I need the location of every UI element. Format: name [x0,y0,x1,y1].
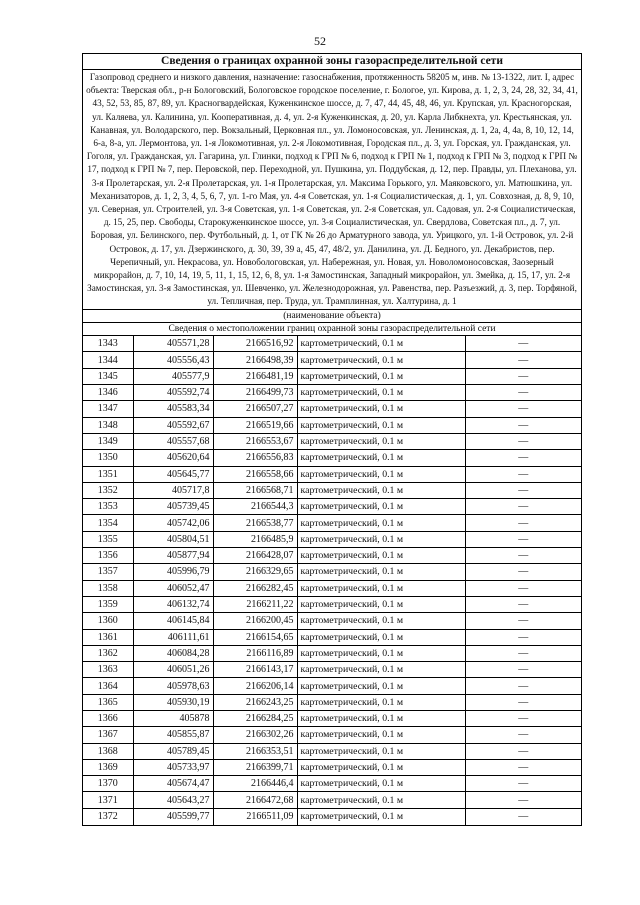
description-cell: — [465,808,581,824]
table-row [83,450,581,466]
x-coordinate-cell: 405592,74 [133,385,213,401]
method-cell: картометрический, 0.1 м [297,694,465,710]
y-coordinate-cell: 2166211,22 [213,596,297,612]
description-cell: — [465,515,581,531]
method-cell: картометрический, 0.1 м [297,678,465,694]
x-coordinate-cell: 405577,9 [133,368,213,384]
table-row [83,466,581,482]
point-number-cell: 1369 [83,759,133,775]
table-row [83,531,581,547]
method-cell: картометрический, 0.1 м [297,613,465,629]
method-cell: картометрический, 0.1 м [297,385,465,401]
description-cell: — [465,433,581,449]
table-row [83,710,581,726]
table-row [83,482,581,498]
table-row [83,385,581,401]
x-coordinate-cell: 405674,47 [133,776,213,792]
x-coordinate-cell: 405592,67 [133,417,213,433]
y-coordinate-cell: 2166472,68 [213,792,297,808]
method-cell: картометрический, 0.1 м [297,417,465,433]
table-row [83,776,581,792]
point-number-cell: 1347 [83,401,133,417]
y-coordinate-cell: 2166498,39 [213,352,297,368]
y-coordinate-cell: 2166399,71 [213,759,297,775]
y-coordinate-cell: 2166282,45 [213,580,297,596]
point-number-cell: 1361 [83,629,133,645]
point-number-cell: 1357 [83,564,133,580]
point-number-cell: 1365 [83,694,133,710]
x-coordinate-cell: 406051,26 [133,662,213,678]
y-coordinate-cell: 2166511,09 [213,808,297,824]
y-coordinate-cell: 2166538,77 [213,515,297,531]
document-title: Сведения о границах охранной зоны газораспределительной сети [83,54,581,70]
point-number-cell: 1370 [83,776,133,792]
method-cell: картометрический, 0.1 м [297,531,465,547]
y-coordinate-cell: 2166558,66 [213,466,297,482]
x-coordinate-cell: 405599,77 [133,808,213,824]
table-row [83,433,581,449]
point-number-cell: 1367 [83,727,133,743]
table-row [83,515,581,531]
table-row [83,613,581,629]
method-cell: картометрический, 0.1 м [297,727,465,743]
description-cell: — [465,482,581,498]
x-coordinate-cell: 405733,97 [133,759,213,775]
description-cell: — [465,743,581,759]
description-cell: — [465,531,581,547]
method-cell: картометрический, 0.1 м [297,352,465,368]
y-coordinate-cell: 2166516,92 [213,336,297,352]
method-cell: картометрический, 0.1 м [297,792,465,808]
y-coordinate-cell: 2166544,3 [213,499,297,515]
point-number-cell: 1363 [83,662,133,678]
point-number-cell: 1349 [83,433,133,449]
point-number-cell: 1359 [83,596,133,612]
coordinates-table-body [83,336,581,825]
point-number-cell: 1354 [83,515,133,531]
table-row [83,743,581,759]
description-cell: — [465,678,581,694]
description-cell: — [465,417,581,433]
table-row [83,352,581,368]
method-cell: картометрический, 0.1 м [297,776,465,792]
x-coordinate-cell: 405789,45 [133,743,213,759]
x-coordinate-cell: 406111,61 [133,629,213,645]
table-row [83,808,581,824]
point-number-cell: 1360 [83,613,133,629]
point-number-cell: 1352 [83,482,133,498]
method-cell: картометрический, 0.1 м [297,743,465,759]
x-coordinate-cell: 405645,77 [133,466,213,482]
method-cell: картометрический, 0.1 м [297,515,465,531]
table-row [83,662,581,678]
y-coordinate-cell: 2166154,65 [213,629,297,645]
description-cell: — [465,368,581,384]
description-cell: — [465,645,581,661]
x-coordinate-cell: 405557,68 [133,433,213,449]
description-cell: — [465,596,581,612]
y-coordinate-cell: 2166485,9 [213,531,297,547]
description-cell: — [465,336,581,352]
method-cell: картометрический, 0.1 м [297,580,465,596]
point-number-cell: 1362 [83,645,133,661]
table-row [83,759,581,775]
description-cell: — [465,352,581,368]
coordinates-table [83,336,581,825]
description-cell: — [465,629,581,645]
y-coordinate-cell: 2166553,67 [213,433,297,449]
x-coordinate-cell: 406084,28 [133,645,213,661]
method-cell: картометрический, 0.1 м [297,759,465,775]
method-cell: картометрический, 0.1 м [297,710,465,726]
x-coordinate-cell: 405996,79 [133,564,213,580]
x-coordinate-cell: 406052,47 [133,580,213,596]
boundary-sheet [82,53,582,826]
method-cell: картометрический, 0.1 м [297,548,465,564]
method-cell: картометрический, 0.1 м [297,662,465,678]
description-cell: — [465,613,581,629]
table-row [83,417,581,433]
y-coordinate-cell: 2166284,25 [213,710,297,726]
table-row [83,727,581,743]
table-row [83,792,581,808]
x-coordinate-cell: 406132,74 [133,596,213,612]
y-coordinate-cell: 2166507,27 [213,401,297,417]
description-cell: — [465,385,581,401]
x-coordinate-cell: 405556,43 [133,352,213,368]
description-cell: — [465,580,581,596]
y-coordinate-cell: 2166519,66 [213,417,297,433]
point-number-cell: 1355 [83,531,133,547]
y-coordinate-cell: 2166143,17 [213,662,297,678]
y-coordinate-cell: 2166446,4 [213,776,297,792]
x-coordinate-cell: 405804,51 [133,531,213,547]
object-name-caption: (наименование объекта) [83,310,581,323]
x-coordinate-cell: 405878 [133,710,213,726]
x-coordinate-cell: 405930,19 [133,694,213,710]
point-number-cell: 1366 [83,710,133,726]
x-coordinate-cell: 405583,34 [133,401,213,417]
method-cell: картометрический, 0.1 м [297,433,465,449]
point-number-cell: 1343 [83,336,133,352]
page-number: 52 [314,34,326,48]
table-row [83,548,581,564]
method-cell: картометрический, 0.1 м [297,401,465,417]
table-row [83,401,581,417]
method-cell: картометрический, 0.1 м [297,482,465,498]
y-coordinate-cell: 2166428,07 [213,548,297,564]
description-cell: — [465,401,581,417]
point-number-cell: 1358 [83,580,133,596]
y-coordinate-cell: 2166499,73 [213,385,297,401]
method-cell: картометрический, 0.1 м [297,596,465,612]
description-cell: — [465,792,581,808]
method-cell: картометрический, 0.1 м [297,564,465,580]
description-cell: — [465,727,581,743]
method-cell: картометрический, 0.1 м [297,450,465,466]
point-number-cell: 1364 [83,678,133,694]
y-coordinate-cell: 2166329,65 [213,564,297,580]
x-coordinate-cell: 405643,27 [133,792,213,808]
location-caption: Сведения о местоположении границ охранной зоны газораспределительной сети [83,323,581,336]
table-row [83,499,581,515]
x-coordinate-cell: 405978,63 [133,678,213,694]
y-coordinate-cell: 2166206,14 [213,678,297,694]
table-row [83,336,581,352]
x-coordinate-cell: 405620,64 [133,450,213,466]
table-row [83,580,581,596]
point-number-cell: 1371 [83,792,133,808]
point-number-cell: 1372 [83,808,133,824]
point-number-cell: 1344 [83,352,133,368]
method-cell: картометрический, 0.1 м [297,336,465,352]
y-coordinate-cell: 2166302,26 [213,727,297,743]
method-cell: картометрический, 0.1 м [297,808,465,824]
table-row [83,564,581,580]
description-cell: — [465,499,581,515]
y-coordinate-cell: 2166200,45 [213,613,297,629]
point-number-cell: 1351 [83,466,133,482]
x-coordinate-cell: 405717,8 [133,482,213,498]
description-cell: — [465,694,581,710]
method-cell: картометрический, 0.1 м [297,466,465,482]
description-cell: — [465,776,581,792]
table-row [83,678,581,694]
table-row [83,596,581,612]
description-cell: — [465,662,581,678]
description-cell: — [465,450,581,466]
method-cell: картометрический, 0.1 м [297,368,465,384]
point-number-cell: 1350 [83,450,133,466]
y-coordinate-cell: 2166116,89 [213,645,297,661]
description-cell: — [465,564,581,580]
table-row [83,645,581,661]
x-coordinate-cell: 405739,45 [133,499,213,515]
method-cell: картометрический, 0.1 м [297,629,465,645]
table-row [83,694,581,710]
y-coordinate-cell: 2166243,25 [213,694,297,710]
y-coordinate-cell: 2166568,71 [213,482,297,498]
description-cell: — [465,710,581,726]
method-cell: картометрический, 0.1 м [297,499,465,515]
description-cell: — [465,466,581,482]
y-coordinate-cell: 2166556,83 [213,450,297,466]
x-coordinate-cell: 405855,87 [133,727,213,743]
point-number-cell: 1348 [83,417,133,433]
point-number-cell: 1345 [83,368,133,384]
x-coordinate-cell: 405877,94 [133,548,213,564]
point-number-cell: 1356 [83,548,133,564]
y-coordinate-cell: 2166353,51 [213,743,297,759]
x-coordinate-cell: 406145,84 [133,613,213,629]
table-row [83,629,581,645]
method-cell: картометрический, 0.1 м [297,645,465,661]
point-number-cell: 1353 [83,499,133,515]
table-row [83,368,581,384]
point-number-cell: 1368 [83,743,133,759]
description-cell: — [465,548,581,564]
point-number-cell: 1346 [83,385,133,401]
description-cell: — [465,759,581,775]
y-coordinate-cell: 2166481,19 [213,368,297,384]
x-coordinate-cell: 405571,28 [133,336,213,352]
x-coordinate-cell: 405742,06 [133,515,213,531]
object-description: Газопровод среднего и низкого давления, назначение: газоснабжения, протяженность 58205 м, инв. № 13-1322, лит. I, адрес объекта: Тверская обл., р-н Бологовский, Бологовское городское поселение, г. Бологое, ул. Кирова, д. 1, 2, 3, 24, 28, 32, 34, 41, 43, 52, 53, 85, 87, 89, ул. Красногвардейская, Куженкинское шоссе, д. 7, 47, 44, 45, 48, 46, ул. Крупская, ул. Красногорская, ул. Каляева, ул. Калинина, ул. Кооперативная, д. 4, ул. 2-я Куженкинская, д. 20, ул. Карла Либкнехта, ул. Крестьянская, ул. Канавная, ул. Володарского, пер. Вокзальный, Церковная пл., ул. Ломоносовская, ул. Ленинская, д. 1, 2а, 4, 4а, 8, 10, 12, 14, 6-а, 8-а, ул. Лермонтова, ул. 1-я Локомотивная, ул. 2-я Локомотивная, Городская пл., д. 3, ул. Горская, ул. Гражданская, ул. Гоголя, ул. Гражданская, ул. Гагарина, ул. Глинки, подход к ГРП № 6, подход к ГРП № 1, подход к ГРП № 3, подход к ГРП № 17, подход к ГРП № 7, пер. Перовской, пер. Переходной, ул. Пушкина, ул. Поддубская, д. 12, пер. Правды, ул. Плеханова, ул. 3-я Пролетарская, ул. 2-я Пролетарская, ул. 1-я Пролетарская, ул. Максима Горького, ул. Маяковского, ул. Матюшкина, ул. Механизаторов, д. 1, 2, 3, 4, 5, 6, 7, ул. 1-го Мая, ул. 4-я Советская, ул. 1-я Социалистическая, д. 1, ул. Совхозная, д. 8, 9, 10, ул. Северная, ул. Строителей, ул. 3-я Советская, ул. 1-я Советская, ул. 2-я Советская, ул. Садовая, ул. 2-я Социалистическая, д. 15, 25, пер. Свободы, Старокуженкинское шоссе, ул. 3-я Социалистическая, ул. Свердлова, Советская пл., д. 7, ул. Боровая, ул. Белинского, пер. Футбольный, д. 1, от ГК № 26 до Арматурного завода, ул. Урицкого, ул. 1-й Островок, ул. 2-й Островок, д. 17, ул. Дзержинского, д. 30, 39, 39 а, 45, 47, 48/2, ул. Данилина, ул. Д. Бедного, ул. Декабристов, пер. Черепичный, ул. Некрасова, ул. Новобологовская, ул. Набережная, ул. Новая, ул. Новоломоносовская, Заозерный микрорайон, д. 7, 10, 14, 19, 5, 11, 1, 15, 12, 6, 8, ул. 1-я Замостинская, Западный микрорайон, ул. Змейка, д. 15, 17, ул. 2-я Замостинская, ул. 3-я Замостинская, ул. Шевченко, ул. Железнодорожная, ул. Равенства, пер. Разъезжий, д. 3, пер. Торфяной, ул. Тепличная, пер. Труда, ул. Трамплинная, ул. Халтурина, д. 1 [83,70,581,310]
